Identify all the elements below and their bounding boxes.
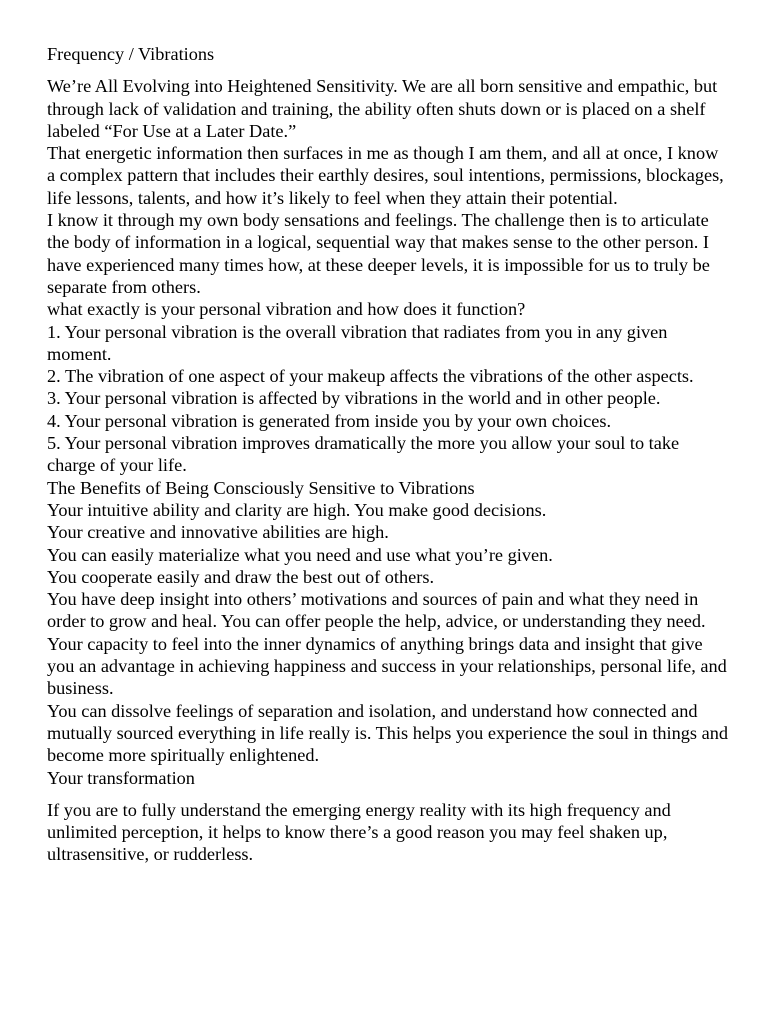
list-item-1: 1. Your personal vibration is the overall vibration that radiates from you in any given moment. [47, 321, 668, 364]
list-item-3: 3. Your personal vibration is affected by vibrations in the world and in other people. [47, 388, 661, 409]
benefit-creative-abilities: Your creative and innovative abilities are high. [47, 522, 389, 543]
benefit-cooperate: You cooperate easily and draw the best out of others. [47, 566, 435, 587]
benefit-dissolve-separation: You can dissolve feelings of separation and isolation, and understand how connected and mutually sourced everything in life really is. This helps you experience the soul in things and become more spiritually enlightened. [47, 700, 728, 766]
transformation-heading: Your transformation [47, 767, 195, 788]
paragraph-energetic-information: That energetic information then surfaces in me as though I am them, and all at once, I know a complex pattern that includes their earthly desires, soul intentions, permissions, blockages, life lessons, talents, and how it’s likely to feel when they attain their potential. [47, 143, 724, 208]
benefit-inner-dynamics: Your capacity to feel into the inner dynamics of anything brings data and insight that give you an advantage in achieving happiness and success in your relationships, personal life, and business. [47, 633, 727, 699]
document-title: Frequency / Vibrations [47, 44, 215, 64]
list-item-4: 4. Your personal vibration is generated from inside you by your own choices. [47, 410, 612, 431]
list-item-5: 5. Your personal vibration improves dramatically the more you allow your soul to take charge of your life. [47, 433, 680, 476]
benefit-intuitive-ability: Your intuitive ability and clarity are high. You make good decisions. [47, 499, 547, 520]
paragraph-body-sensations: I know it through my own body sensations and feelings. The challenge then is to articulate the body of information in a logical, sequential way that makes sense to the other person. I have experienced many times how, at these deeper levels, it is impossible for us to truly be separate from others. [47, 210, 710, 297]
benefit-materialize: You can easily materialize what you need and use what you’re given. [47, 544, 553, 565]
question-personal-vibration: what exactly is your personal vibration and how does it function? [47, 299, 526, 320]
paragraph-heightened-sensitivity: We’re All Evolving into Heightened Sensitivity. We are all born sensitive and empathic, but through lack of validation and training, the ability often shuts down or is placed on a shelf labeled “For Use at a Later Date.” [47, 76, 718, 141]
benefits-heading: The Benefits of Being Consciously Sensitive to Vibrations [47, 477, 475, 498]
paragraph-emerging-energy: If you are to fully understand the emerging energy reality with its high frequency and unlimited perception, it helps to know there’s a good reason you may feel shaken up, ultrasensitive, or rudderless. [47, 799, 671, 865]
list-item-2: 2. The vibration of one aspect of your makeup affects the vibrations of the other aspects. [47, 366, 694, 387]
benefit-deep-insight: You have deep insight into others’ motivations and sources of pain and what they need in order to grow and heal. You can offer people the help, advice, or understanding they need. [47, 589, 706, 632]
